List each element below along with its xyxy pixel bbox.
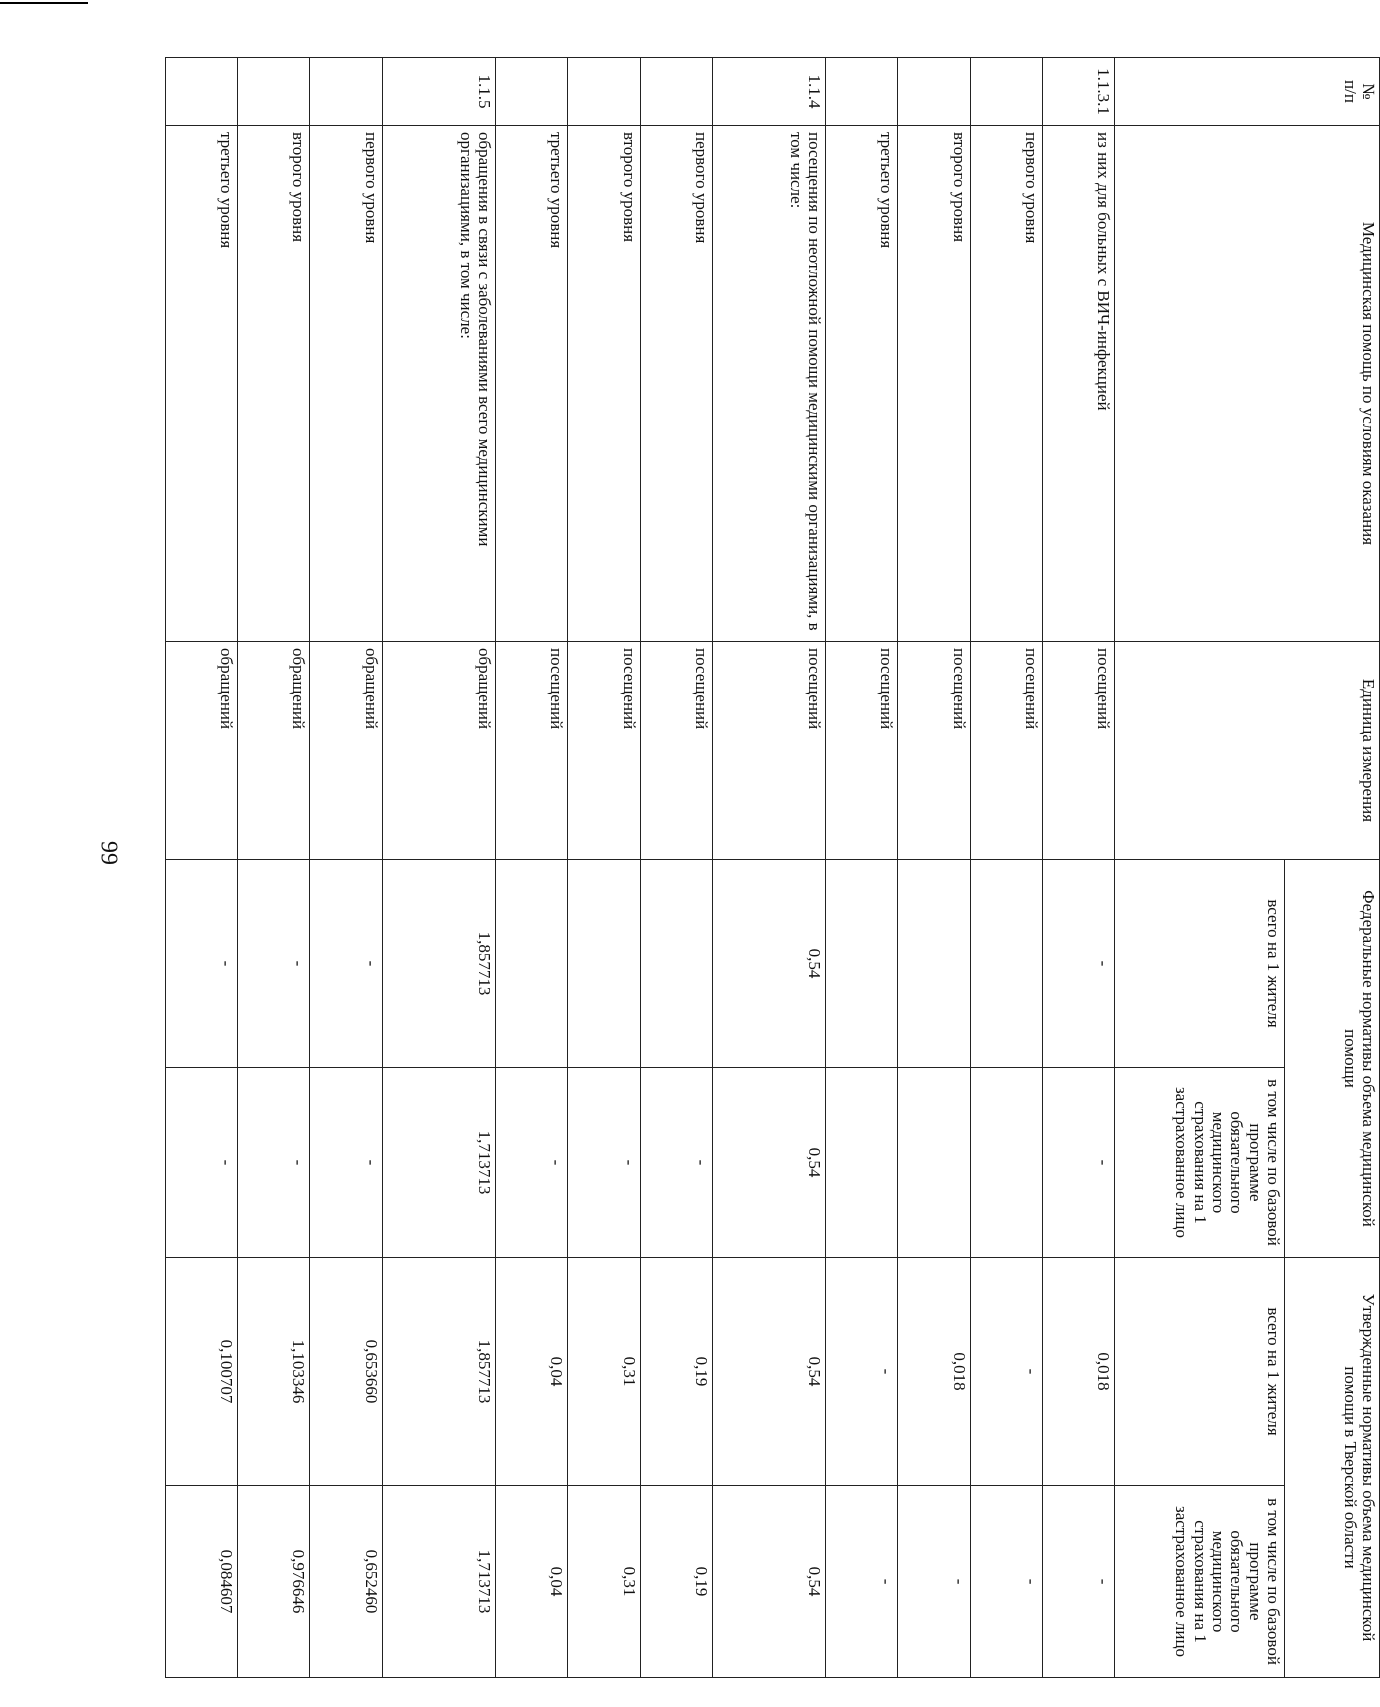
cell-num: 1.1.4 xyxy=(712,58,825,126)
cell-tver-oms: - xyxy=(826,1486,898,1678)
cell-federal-total xyxy=(496,860,568,1068)
header-federal-total: всего на 1 жителя xyxy=(1115,860,1285,1068)
cell-name: из них для больных с ВИЧ-инфекцией xyxy=(1042,126,1114,642)
cell-federal-total: - xyxy=(238,860,310,1068)
header-federal: Федеральные нормативы объема медицинской помощи xyxy=(1285,860,1380,1258)
cell-num xyxy=(238,58,310,126)
cell-name: первого уровня xyxy=(640,126,712,642)
cell-num xyxy=(166,58,238,126)
cell-num: 1.1.5 xyxy=(382,58,495,126)
header-tver: Утвержденные нормативы объема медицинской помощи в Тверской области xyxy=(1285,1258,1380,1678)
cell-tver-oms: 0,04 xyxy=(496,1486,568,1678)
cell-unit: посещений xyxy=(970,642,1042,860)
cell-unit: обращений xyxy=(166,642,238,860)
cell-name: обращения в связи с заболеваниями всего медицинскими организациями, в том числе: xyxy=(382,126,495,642)
cell-unit: посещений xyxy=(898,642,970,860)
cell-tver-total: - xyxy=(826,1258,898,1486)
header-name: Медицинская помощь по условиям оказания xyxy=(1115,126,1380,642)
table-row xyxy=(310,58,382,1678)
page-number: 99 xyxy=(95,841,122,865)
cell-name: посещения по неотложной помощи медицинскими организациями, в том числе: xyxy=(712,126,825,642)
cell-federal-total: 0,54 xyxy=(712,860,825,1068)
table-row xyxy=(568,58,640,1678)
cell-num xyxy=(568,58,640,126)
cell-name: второго уровня xyxy=(568,126,640,642)
cell-name: третьего уровня xyxy=(826,126,898,642)
rotated-table-container xyxy=(165,57,1380,1677)
cell-federal-total xyxy=(640,860,712,1068)
norms-table xyxy=(165,57,1380,1678)
scan-artifact-line xyxy=(0,2,88,4)
cell-federal-total: - xyxy=(310,860,382,1068)
cell-tver-oms: 0,19 xyxy=(640,1486,712,1678)
cell-tver-oms: - xyxy=(898,1486,970,1678)
cell-num: 1.1.3.1 xyxy=(1042,58,1114,126)
cell-tver-total: 0,018 xyxy=(1042,1258,1114,1486)
cell-federal-oms xyxy=(826,1068,898,1258)
cell-federal-oms: - xyxy=(1042,1068,1114,1258)
cell-tver-oms: 0,084607 xyxy=(166,1486,238,1678)
cell-unit: посещений xyxy=(712,642,825,860)
cell-tver-total: 0,19 xyxy=(640,1258,712,1486)
cell-tver-total: 1,103346 xyxy=(238,1258,310,1486)
table-row xyxy=(1042,58,1114,1678)
table-row xyxy=(496,58,568,1678)
table-row xyxy=(166,58,238,1678)
cell-unit: посещений xyxy=(640,642,712,860)
header-unit: Единица измерения xyxy=(1115,642,1380,860)
table-row xyxy=(640,58,712,1678)
table-row xyxy=(382,58,495,1678)
cell-tver-total: - xyxy=(970,1258,1042,1486)
cell-tver-oms: 0,31 xyxy=(568,1486,640,1678)
cell-federal-total: - xyxy=(166,860,238,1068)
cell-federal-oms: - xyxy=(568,1068,640,1258)
cell-tver-total: 1,857713 xyxy=(382,1258,495,1486)
table-row xyxy=(238,58,310,1678)
cell-unit: посещений xyxy=(1042,642,1114,860)
cell-federal-total: - xyxy=(1042,860,1114,1068)
cell-federal-total: 1,857713 xyxy=(382,860,495,1068)
cell-unit: обращений xyxy=(310,642,382,860)
cell-tver-total: 0,653660 xyxy=(310,1258,382,1486)
cell-name: первого уровня xyxy=(310,126,382,642)
cell-federal-total xyxy=(970,860,1042,1068)
header-federal-oms: в том числе по базовой программе обязательного медицинского страхования на 1 застрахованное лицо xyxy=(1115,1068,1285,1258)
cell-unit: посещений xyxy=(826,642,898,860)
cell-federal-oms: - xyxy=(496,1068,568,1258)
cell-federal-oms: - xyxy=(640,1068,712,1258)
cell-num xyxy=(898,58,970,126)
table-row xyxy=(712,58,825,1678)
cell-unit: посещений xyxy=(496,642,568,860)
cell-num xyxy=(826,58,898,126)
table-row xyxy=(898,58,970,1678)
cell-name: второго уровня xyxy=(238,126,310,642)
cell-tver-total: 0,54 xyxy=(712,1258,825,1486)
cell-federal-oms: 1,713713 xyxy=(382,1068,495,1258)
cell-tver-total: 0,31 xyxy=(568,1258,640,1486)
cell-federal-oms: - xyxy=(310,1068,382,1258)
cell-federal-oms xyxy=(898,1068,970,1258)
cell-tver-oms: - xyxy=(970,1486,1042,1678)
header-num: № п/п xyxy=(1115,58,1380,126)
header-tver-oms: в том числе по базовой программе обязательного медицинского страхования на 1 застрахованное лицо xyxy=(1115,1486,1285,1678)
cell-name: третьего уровня xyxy=(496,126,568,642)
cell-num xyxy=(496,58,568,126)
cell-name: первого уровня xyxy=(970,126,1042,642)
cell-tver-oms: 1,713713 xyxy=(382,1486,495,1678)
cell-tver-oms: 0,54 xyxy=(712,1486,825,1678)
table-row xyxy=(826,58,898,1678)
cell-federal-total xyxy=(568,860,640,1068)
cell-num xyxy=(640,58,712,126)
cell-federal-oms: - xyxy=(238,1068,310,1258)
cell-name: второго уровня xyxy=(898,126,970,642)
table-row xyxy=(970,58,1042,1678)
cell-unit: обращений xyxy=(382,642,495,860)
cell-tver-total: 0,100707 xyxy=(166,1258,238,1486)
cell-federal-total xyxy=(826,860,898,1068)
cell-tver-total: 0,018 xyxy=(898,1258,970,1486)
cell-num xyxy=(970,58,1042,126)
cell-tver-oms: - xyxy=(1042,1486,1114,1678)
cell-tver-total: 0,04 xyxy=(496,1258,568,1486)
cell-federal-oms: 0,54 xyxy=(712,1068,825,1258)
cell-unit: обращений xyxy=(238,642,310,860)
cell-name: третьего уровня xyxy=(166,126,238,642)
cell-federal-oms: - xyxy=(166,1068,238,1258)
cell-unit: посещений xyxy=(568,642,640,860)
header-tver-total: всего на 1 жителя xyxy=(1115,1258,1285,1486)
cell-num xyxy=(310,58,382,126)
cell-federal-total xyxy=(898,860,970,1068)
cell-tver-oms: 0,976646 xyxy=(238,1486,310,1678)
cell-tver-oms: 0,652460 xyxy=(310,1486,382,1678)
cell-federal-oms xyxy=(970,1068,1042,1258)
